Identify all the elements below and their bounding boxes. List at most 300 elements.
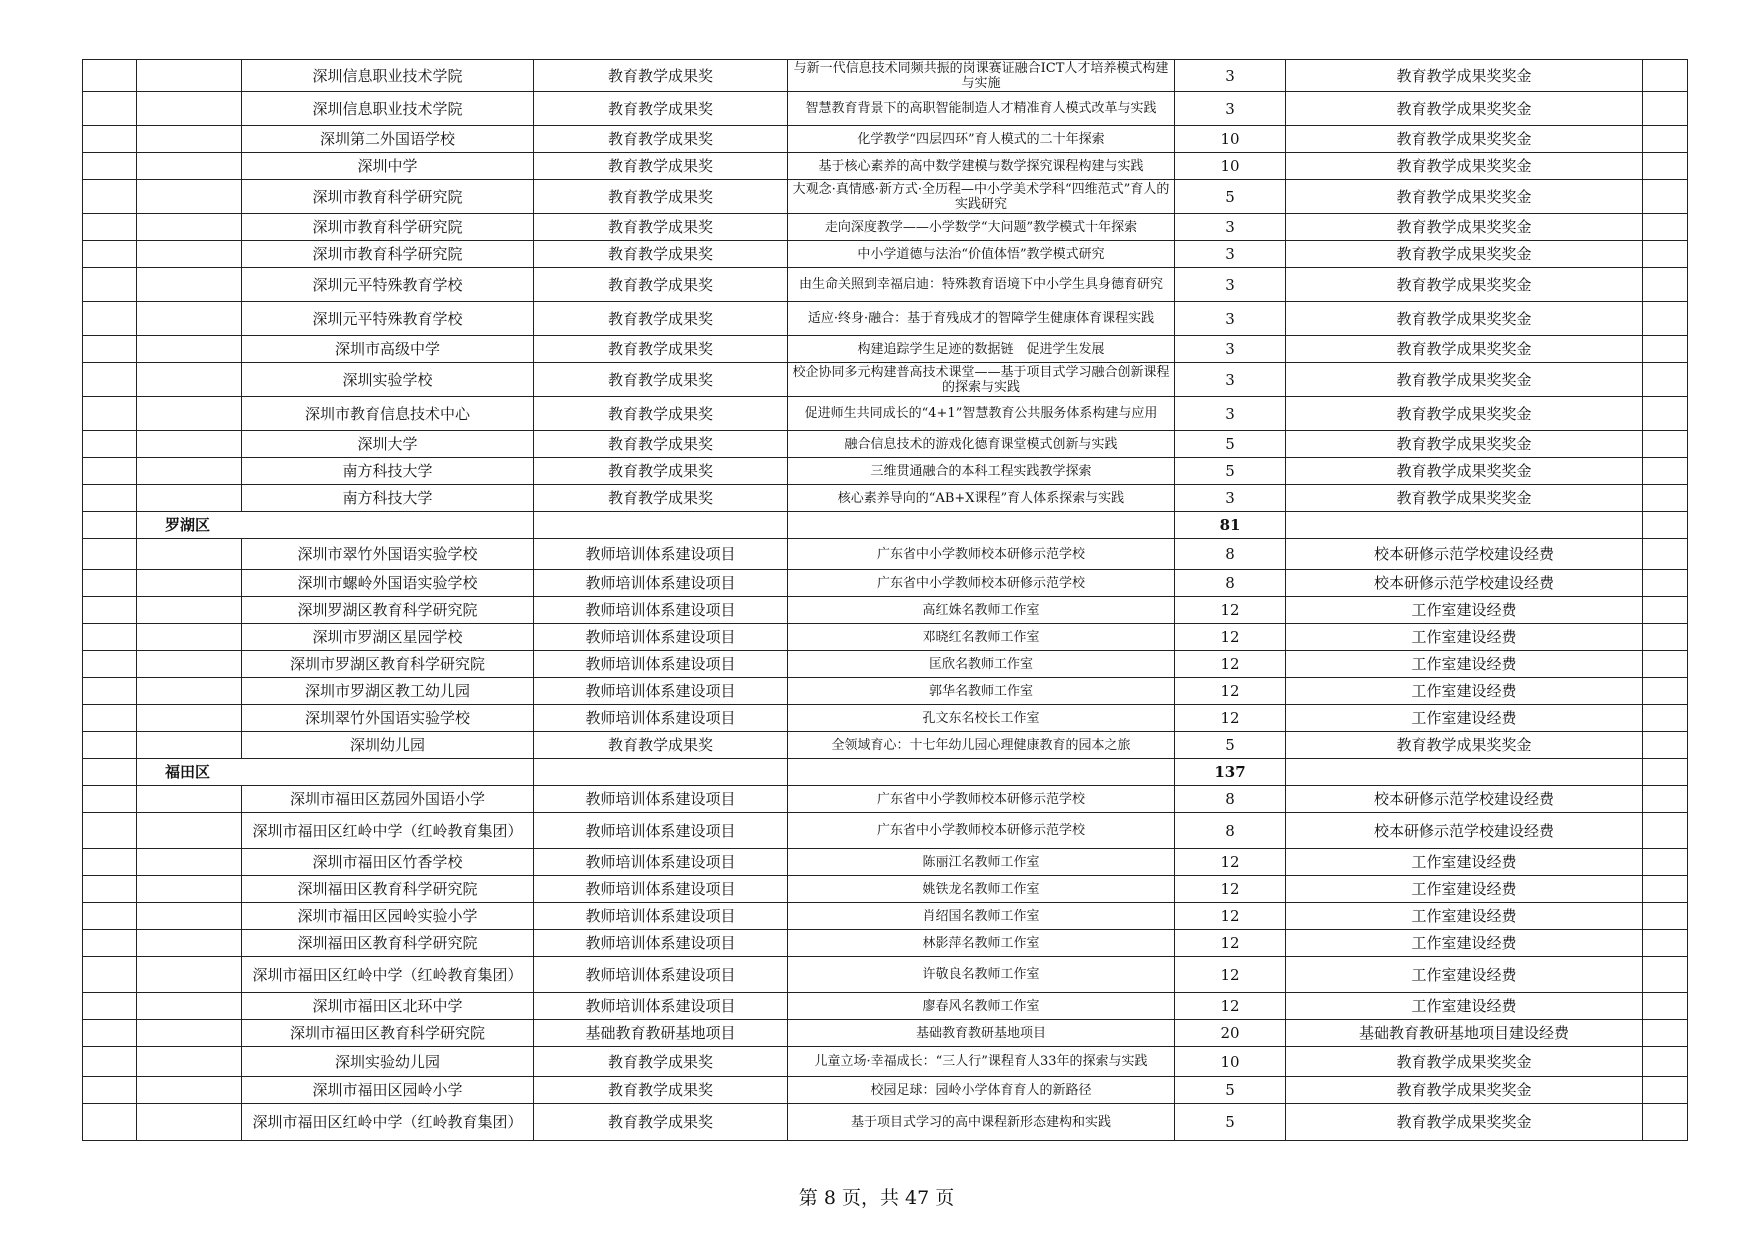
amount: 8	[1175, 570, 1286, 597]
blank-cell	[137, 624, 242, 651]
purpose: 教育教学成果奖奖金	[1286, 268, 1643, 302]
purpose: 工作室建设经费	[1286, 705, 1643, 732]
amount: 5	[1175, 732, 1286, 759]
purpose: 教育教学成果奖奖金	[1286, 60, 1643, 92]
blank-cell	[137, 1047, 242, 1077]
purpose: 教育教学成果奖奖金	[1286, 363, 1643, 397]
table-row	[83, 651, 1688, 678]
purpose: 教育教学成果奖奖金	[1286, 126, 1643, 153]
blank-cell	[1643, 397, 1688, 431]
amount: 12	[1175, 678, 1286, 705]
category: 教育教学成果奖	[534, 241, 788, 268]
blank-cell	[137, 1020, 242, 1047]
purpose: 基础教育教研基地项目建设经费	[1286, 1020, 1643, 1047]
project-name: 许敬良名教师工作室	[788, 957, 1175, 993]
unit-name: 深圳市教育信息技术中心	[242, 397, 534, 431]
category: 教育教学成果奖	[534, 180, 788, 214]
unit-name: 深圳第二外国语学校	[242, 126, 534, 153]
blank-cell	[1643, 651, 1688, 678]
blank-cell	[83, 786, 137, 813]
project-name: 郭华名教师工作室	[788, 678, 1175, 705]
amount: 5	[1175, 180, 1286, 214]
unit-name: 深圳市教育科学研究院	[242, 180, 534, 214]
project-name: 融合信息技术的游戏化德育课堂模式创新与实践	[788, 431, 1175, 458]
amount: 10	[1175, 1047, 1286, 1077]
blank-cell	[83, 1104, 137, 1141]
project-name: 基础教育教研基地项目	[788, 1020, 1175, 1047]
blank-cell	[83, 60, 137, 92]
purpose: 教育教学成果奖奖金	[1286, 732, 1643, 759]
district-subtotal-row	[83, 512, 1688, 539]
blank-cell	[137, 302, 242, 336]
blank-cell	[137, 485, 242, 512]
category: 教育教学成果奖	[534, 60, 788, 92]
category: 教师培训体系建设项目	[534, 705, 788, 732]
blank-cell	[534, 759, 788, 786]
table-row	[83, 214, 1688, 241]
blank-cell	[137, 786, 242, 813]
blank-cell	[83, 539, 137, 570]
category: 教师培训体系建设项目	[534, 786, 788, 813]
blank-cell	[83, 336, 137, 363]
blank-cell	[83, 678, 137, 705]
blank-cell	[137, 214, 242, 241]
category: 教育教学成果奖	[534, 336, 788, 363]
blank-cell	[1643, 759, 1688, 786]
purpose: 教育教学成果奖奖金	[1286, 485, 1643, 512]
blank-cell	[137, 153, 242, 180]
blank-cell	[83, 153, 137, 180]
blank-cell	[788, 759, 1175, 786]
purpose: 校本研修示范学校建设经费	[1286, 813, 1643, 849]
blank-cell	[1643, 431, 1688, 458]
unit-name: 深圳市福田区红岭中学（红岭教育集团）	[242, 813, 534, 849]
amount: 8	[1175, 539, 1286, 570]
blank-cell	[83, 241, 137, 268]
unit-name: 深圳信息职业技术学院	[242, 92, 534, 126]
blank-cell	[83, 759, 137, 786]
project-name: 广东省中小学教师校本研修示范学校	[788, 813, 1175, 849]
project-name: 廖春风名教师工作室	[788, 993, 1175, 1020]
category: 教育教学成果奖	[534, 302, 788, 336]
amount: 3	[1175, 241, 1286, 268]
table-row	[83, 813, 1688, 849]
blank-cell	[1286, 759, 1643, 786]
blank-cell	[137, 930, 242, 957]
amount: 8	[1175, 813, 1286, 849]
blank-cell	[137, 180, 242, 214]
blank-cell	[137, 241, 242, 268]
category: 教育教学成果奖	[534, 363, 788, 397]
project-name: 中小学道德与法治“价值体悟”教学模式研究	[788, 241, 1175, 268]
unit-name: 深圳市福田区教育科学研究院	[242, 1020, 534, 1047]
blank-cell	[83, 92, 137, 126]
category: 教师培训体系建设项目	[534, 678, 788, 705]
district-name: 福田区	[137, 759, 534, 786]
blank-cell	[1643, 876, 1688, 903]
purpose: 教育教学成果奖奖金	[1286, 241, 1643, 268]
category: 教育教学成果奖	[534, 397, 788, 431]
table-row	[83, 849, 1688, 876]
project-name: 智慧教育背景下的高职智能制造人才精准育人模式改革与实践	[788, 92, 1175, 126]
table-row	[83, 876, 1688, 903]
table-row	[83, 957, 1688, 993]
blank-cell	[137, 363, 242, 397]
unit-name: 深圳市福田区红岭中学（红岭教育集团）	[242, 957, 534, 993]
unit-name: 深圳市翠竹外国语实验学校	[242, 539, 534, 570]
unit-name: 深圳大学	[242, 431, 534, 458]
blank-cell	[137, 705, 242, 732]
blank-cell	[1643, 903, 1688, 930]
page-footer: 第 8 页，共 47 页	[798, 1187, 955, 1209]
blank-cell	[1643, 180, 1688, 214]
unit-name: 深圳福田区教育科学研究院	[242, 930, 534, 957]
category: 教师培训体系建设项目	[534, 849, 788, 876]
amount: 8	[1175, 786, 1286, 813]
blank-cell	[83, 651, 137, 678]
blank-cell	[137, 957, 242, 993]
project-name: 林影萍名教师工作室	[788, 930, 1175, 957]
category: 教师培训体系建设项目	[534, 651, 788, 678]
unit-name: 深圳市福田区竹香学校	[242, 849, 534, 876]
blank-cell	[83, 597, 137, 624]
amount: 3	[1175, 485, 1286, 512]
project-name: 高红姝名教师工作室	[788, 597, 1175, 624]
blank-cell	[137, 597, 242, 624]
project-name: 广东省中小学教师校本研修示范学校	[788, 570, 1175, 597]
unit-name: 深圳信息职业技术学院	[242, 60, 534, 92]
blank-cell	[1643, 214, 1688, 241]
category: 教师培训体系建设项目	[534, 570, 788, 597]
amount: 12	[1175, 651, 1286, 678]
table-row	[83, 705, 1688, 732]
blank-cell	[1643, 1077, 1688, 1104]
amount: 3	[1175, 60, 1286, 92]
category: 教师培训体系建设项目	[534, 993, 788, 1020]
table-row	[83, 732, 1688, 759]
project-name: 大观念·真情感·新方式·全历程—中小学美术学科“四维范式”育人的实践研究	[788, 180, 1175, 214]
blank-cell	[137, 397, 242, 431]
purpose: 工作室建设经费	[1286, 597, 1643, 624]
blank-cell	[83, 957, 137, 993]
purpose: 教育教学成果奖奖金	[1286, 1047, 1643, 1077]
project-name: 基于核心素养的高中数学建模与数学探究课程构建与实践	[788, 153, 1175, 180]
project-name: 走向深度教学——小学数学“大问题”教学模式十年探索	[788, 214, 1175, 241]
purpose: 教育教学成果奖奖金	[1286, 431, 1643, 458]
blank-cell	[788, 512, 1175, 539]
unit-name: 深圳市福田区荔园外国语小学	[242, 786, 534, 813]
purpose: 教育教学成果奖奖金	[1286, 302, 1643, 336]
category: 教师培训体系建设项目	[534, 624, 788, 651]
unit-name: 深圳中学	[242, 153, 534, 180]
table-row	[83, 241, 1688, 268]
unit-name: 深圳实验幼儿园	[242, 1047, 534, 1077]
unit-name: 深圳市罗湖区教育科学研究院	[242, 651, 534, 678]
table-row	[83, 302, 1688, 336]
project-name: 匡欣名教师工作室	[788, 651, 1175, 678]
unit-name: 深圳市高级中学	[242, 336, 534, 363]
blank-cell	[83, 363, 137, 397]
blank-cell	[83, 813, 137, 849]
blank-cell	[137, 92, 242, 126]
blank-cell	[137, 903, 242, 930]
purpose: 工作室建设经费	[1286, 876, 1643, 903]
amount: 12	[1175, 705, 1286, 732]
table-row	[83, 597, 1688, 624]
blank-cell	[137, 849, 242, 876]
blank-cell	[1643, 849, 1688, 876]
blank-cell	[1643, 786, 1688, 813]
project-name: 构建追踪学生足迹的数据链 促进学生发展	[788, 336, 1175, 363]
amount: 5	[1175, 1104, 1286, 1141]
table-row	[83, 485, 1688, 512]
blank-cell	[137, 651, 242, 678]
blank-cell	[1643, 363, 1688, 397]
unit-name: 深圳元平特殊教育学校	[242, 268, 534, 302]
amount: 12	[1175, 930, 1286, 957]
amount: 12	[1175, 993, 1286, 1020]
district-subtotal-row	[83, 759, 1688, 786]
category: 教师培训体系建设项目	[534, 957, 788, 993]
table-row	[83, 1020, 1688, 1047]
unit-name: 深圳市螺岭外国语实验学校	[242, 570, 534, 597]
blank-cell	[83, 512, 137, 539]
blank-cell	[1643, 302, 1688, 336]
blank-cell	[1643, 732, 1688, 759]
blank-cell	[1643, 1104, 1688, 1141]
purpose: 工作室建设经费	[1286, 624, 1643, 651]
project-name: 与新一代信息技术同频共振的岗课赛证融合ICT人才培养模式构建与实施	[788, 60, 1175, 92]
blank-cell	[1643, 597, 1688, 624]
unit-name: 深圳市教育科学研究院	[242, 241, 534, 268]
category: 教育教学成果奖	[534, 458, 788, 485]
category: 教师培训体系建设项目	[534, 930, 788, 957]
amount: 12	[1175, 903, 1286, 930]
blank-cell	[1643, 930, 1688, 957]
unit-name: 深圳市福田区北环中学	[242, 993, 534, 1020]
table-row	[83, 539, 1688, 570]
purpose: 工作室建设经费	[1286, 957, 1643, 993]
blank-cell	[1643, 957, 1688, 993]
table-row	[83, 930, 1688, 957]
blank-cell	[137, 458, 242, 485]
project-name: 核心素养导向的“AB+X课程”育人体系探索与实践	[788, 485, 1175, 512]
category: 教育教学成果奖	[534, 153, 788, 180]
district-total-amount: 81	[1175, 512, 1286, 539]
blank-cell	[137, 126, 242, 153]
category: 教师培训体系建设项目	[534, 597, 788, 624]
table-row	[83, 397, 1688, 431]
purpose: 教育教学成果奖奖金	[1286, 1104, 1643, 1141]
amount: 3	[1175, 92, 1286, 126]
amount: 3	[1175, 363, 1286, 397]
purpose: 工作室建设经费	[1286, 678, 1643, 705]
project-name: 适应·终身·融合：基于育残成才的智障学生健康体育课程实践	[788, 302, 1175, 336]
table-row	[83, 1047, 1688, 1077]
table-row	[83, 458, 1688, 485]
blank-cell	[1643, 60, 1688, 92]
blank-cell	[83, 903, 137, 930]
project-name: 广东省中小学教师校本研修示范学校	[788, 539, 1175, 570]
blank-cell	[137, 539, 242, 570]
project-name: 姚铁龙名教师工作室	[788, 876, 1175, 903]
blank-cell	[1643, 1047, 1688, 1077]
amount: 5	[1175, 458, 1286, 485]
blank-cell	[83, 431, 137, 458]
amount: 3	[1175, 302, 1286, 336]
blank-cell	[137, 336, 242, 363]
blank-cell	[83, 1047, 137, 1077]
blank-cell	[1643, 512, 1688, 539]
blank-cell	[137, 431, 242, 458]
purpose: 校本研修示范学校建设经费	[1286, 570, 1643, 597]
amount: 3	[1175, 268, 1286, 302]
category: 基础教育教研基地项目	[534, 1020, 788, 1047]
unit-name: 深圳市教育科学研究院	[242, 214, 534, 241]
blank-cell	[1643, 336, 1688, 363]
unit-name: 深圳翠竹外国语实验学校	[242, 705, 534, 732]
purpose: 工作室建设经费	[1286, 651, 1643, 678]
project-name: 校企协同多元构建普高技术课堂——基于项目式学习融合创新课程的探索与实践	[788, 363, 1175, 397]
blank-cell	[1286, 512, 1643, 539]
blank-cell	[83, 705, 137, 732]
blank-cell	[1643, 485, 1688, 512]
table-row	[83, 786, 1688, 813]
purpose: 工作室建设经费	[1286, 993, 1643, 1020]
amount: 12	[1175, 876, 1286, 903]
blank-cell	[83, 458, 137, 485]
category: 教师培训体系建设项目	[534, 539, 788, 570]
blank-cell	[137, 60, 242, 92]
amount: 20	[1175, 1020, 1286, 1047]
unit-name: 深圳元平特殊教育学校	[242, 302, 534, 336]
amount: 5	[1175, 431, 1286, 458]
project-name: 促进师生共同成长的“4+1”智慧教育公共服务体系构建与应用	[788, 397, 1175, 431]
blank-cell	[1643, 539, 1688, 570]
unit-name: 深圳实验学校	[242, 363, 534, 397]
table-row	[83, 570, 1688, 597]
table-row	[83, 153, 1688, 180]
table-row	[83, 60, 1688, 92]
category: 教师培训体系建设项目	[534, 876, 788, 903]
category: 教育教学成果奖	[534, 431, 788, 458]
project-name: 邓晓红名教师工作室	[788, 624, 1175, 651]
blank-cell	[1643, 1020, 1688, 1047]
project-name: 三维贯通融合的本科工程实践教学探索	[788, 458, 1175, 485]
purpose: 校本研修示范学校建设经费	[1286, 539, 1643, 570]
blank-cell	[1643, 678, 1688, 705]
unit-name: 深圳罗湖区教育科学研究院	[242, 597, 534, 624]
project-name: 由生命关照到幸福启迪：特殊教育语境下中小学生具身德育研究	[788, 268, 1175, 302]
table-row	[83, 903, 1688, 930]
table-row	[83, 993, 1688, 1020]
blank-cell	[1643, 268, 1688, 302]
blank-cell	[1643, 570, 1688, 597]
table-row	[83, 1077, 1688, 1104]
category: 教育教学成果奖	[534, 126, 788, 153]
blank-cell	[137, 268, 242, 302]
unit-name: 深圳幼儿园	[242, 732, 534, 759]
unit-name: 深圳市罗湖区星园学校	[242, 624, 534, 651]
blank-cell	[1643, 705, 1688, 732]
unit-name: 深圳福田区教育科学研究院	[242, 876, 534, 903]
unit-name: 深圳市罗湖区教工幼儿园	[242, 678, 534, 705]
table-body	[83, 60, 1688, 1141]
table-row	[83, 624, 1688, 651]
project-name: 肖绍国名教师工作室	[788, 903, 1175, 930]
purpose: 教育教学成果奖奖金	[1286, 214, 1643, 241]
project-name: 陈丽江名教师工作室	[788, 849, 1175, 876]
amount: 12	[1175, 597, 1286, 624]
project-name: 校园足球：园岭小学体育育人的新路径	[788, 1077, 1175, 1104]
purpose: 教育教学成果奖奖金	[1286, 336, 1643, 363]
amount: 10	[1175, 153, 1286, 180]
district-name: 罗湖区	[137, 512, 534, 539]
blank-cell	[83, 849, 137, 876]
unit-name: 深圳市福田区园岭实验小学	[242, 903, 534, 930]
project-name: 全领域育心：十七年幼儿园心理健康教育的园本之旅	[788, 732, 1175, 759]
project-name: 广东省中小学教师校本研修示范学校	[788, 786, 1175, 813]
blank-cell	[1643, 813, 1688, 849]
blank-cell	[1643, 624, 1688, 651]
blank-cell	[83, 485, 137, 512]
unit-name: 深圳市福田区红岭中学（红岭教育集团）	[242, 1104, 534, 1141]
purpose: 教育教学成果奖奖金	[1286, 153, 1643, 180]
table-row	[83, 180, 1688, 214]
blank-cell	[83, 570, 137, 597]
project-name: 孔文东名校长工作室	[788, 705, 1175, 732]
blank-cell	[1643, 126, 1688, 153]
purpose: 教育教学成果奖奖金	[1286, 1077, 1643, 1104]
category: 教育教学成果奖	[534, 1104, 788, 1141]
purpose: 校本研修示范学校建设经费	[1286, 786, 1643, 813]
unit-name: 南方科技大学	[242, 458, 534, 485]
category: 教师培训体系建设项目	[534, 813, 788, 849]
blank-cell	[83, 126, 137, 153]
table-row	[83, 363, 1688, 397]
allocation-table	[82, 59, 1688, 1141]
table-row	[83, 336, 1688, 363]
blank-cell	[137, 732, 242, 759]
blank-cell	[83, 1077, 137, 1104]
purpose: 教育教学成果奖奖金	[1286, 458, 1643, 485]
table-row	[83, 268, 1688, 302]
amount: 3	[1175, 397, 1286, 431]
blank-cell	[83, 1020, 137, 1047]
amount: 5	[1175, 1077, 1286, 1104]
category: 教师培训体系建设项目	[534, 903, 788, 930]
blank-cell	[83, 732, 137, 759]
table-row	[83, 431, 1688, 458]
blank-cell	[534, 512, 788, 539]
blank-cell	[83, 993, 137, 1020]
category: 教育教学成果奖	[534, 1077, 788, 1104]
amount: 10	[1175, 126, 1286, 153]
blank-cell	[83, 302, 137, 336]
blank-cell	[137, 993, 242, 1020]
unit-name: 深圳市福田区园岭小学	[242, 1077, 534, 1104]
table-row	[83, 1104, 1688, 1141]
project-name: 儿童立场·幸福成长：“三人行”课程育人33年的探索与实践	[788, 1047, 1175, 1077]
project-name: 化学教学“四层四环”育人模式的二十年探索	[788, 126, 1175, 153]
blank-cell	[83, 876, 137, 903]
project-name: 基于项目式学习的高中课程新形态建构和实践	[788, 1104, 1175, 1141]
purpose: 教育教学成果奖奖金	[1286, 180, 1643, 214]
purpose: 工作室建设经费	[1286, 903, 1643, 930]
blank-cell	[137, 876, 242, 903]
blank-cell	[137, 813, 242, 849]
blank-cell	[83, 268, 137, 302]
